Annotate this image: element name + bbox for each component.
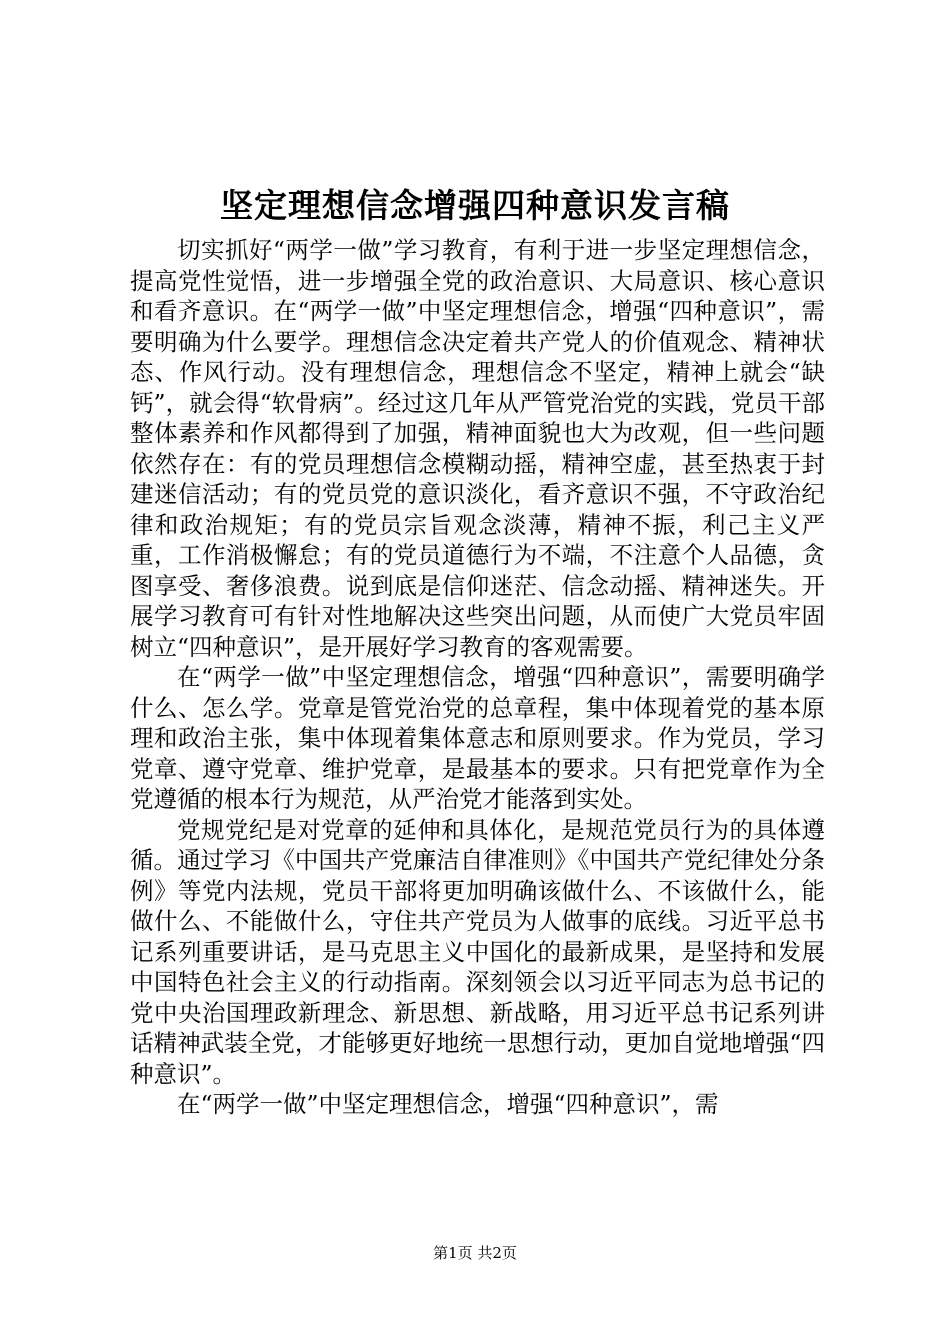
paragraph: 在“两学一做”中坚定理想信念，增强“四种意识”，需 — [177, 1090, 719, 1118]
paragraph: 切实抓好“两学一做”学习教育，有利于进一步坚定理想信念，提高党性觉悟，进一步增强全党的政治意识、大局意识、核心意识和看齐意识。在“两学一做”中坚定理想信念，增强“四种意识”，需要明确为什么要学。理想信念决定着共产党人的价值观念、精神状态、作风行动。没有理想信念，理想信念不坚定，精神上就会“缺钙”，就会得“软骨病”。经过这几年从严管党治党的实践，党员干部整体素养和作风都得到了加强，精神面貌也大为改观，但一些问题依然存在：有的党员理想信念模糊动摇，精神空虚，甚至热衷于封建迷信活动；有的党员党的意识淡化，看齐意识不强，不守政治纪律和政治规矩；有的党员宗旨观念淡薄，精神不振，利己主义严重，工作消极懈怠；有的党员道德行为不端，不注意个人品德，贪图享受、奢侈浪费。说到底是信仰迷茫、信念动摇、精神迷失。开展学习教育可有针对性地解决这些突出问题，从而使广大党员牢固树立“四种意识”，是开展好学习教育的客观需要。 — [130, 236, 825, 661]
paragraph: 党规党纪是对党章的延伸和具体化，是规范党员行为的具体遵循。通过学习《中国共产党廉洁自律准则》《中国共产党纪律处分条例》等党内法规，党员干部将更加明确该做什么、不该做什么，能做什么、不能做什么，守住共产党员为人做事的底线。习近平总书记系列重要讲话，是马克思主义中国化的最新成果，是坚持和发展中国特色社会主义的行动指南。深刻领会以习近平同志为总书记的党中央治国理政新理念、新思想、新战略，用习近平总书记系列讲话精神武装全党，才能够更好地统一思想行动，更加自觉地增强“四种意识”。 — [130, 815, 825, 1088]
page-number-label: 第1页 共2页 — [433, 1244, 517, 1262]
document-body — [130, 235, 825, 1120]
document-title: 坚定理想信念增强四种意识发言稿 — [220, 186, 730, 225]
paragraph: 在“两学一做”中坚定理想信念，增强“四种意识”，需要明确学什么、怎么学。党章是管党治党的总章程，集中体现着党的基本原理和政治主张，集中体现着集体意志和原则要求。作为党员，学习党章、遵守党章、维护党章，是最基本的要求。只有把党章作为全党遵循的根本行为规范，从严治党才能落到实处。 — [130, 663, 825, 813]
page-footer — [0, 1243, 950, 1263]
